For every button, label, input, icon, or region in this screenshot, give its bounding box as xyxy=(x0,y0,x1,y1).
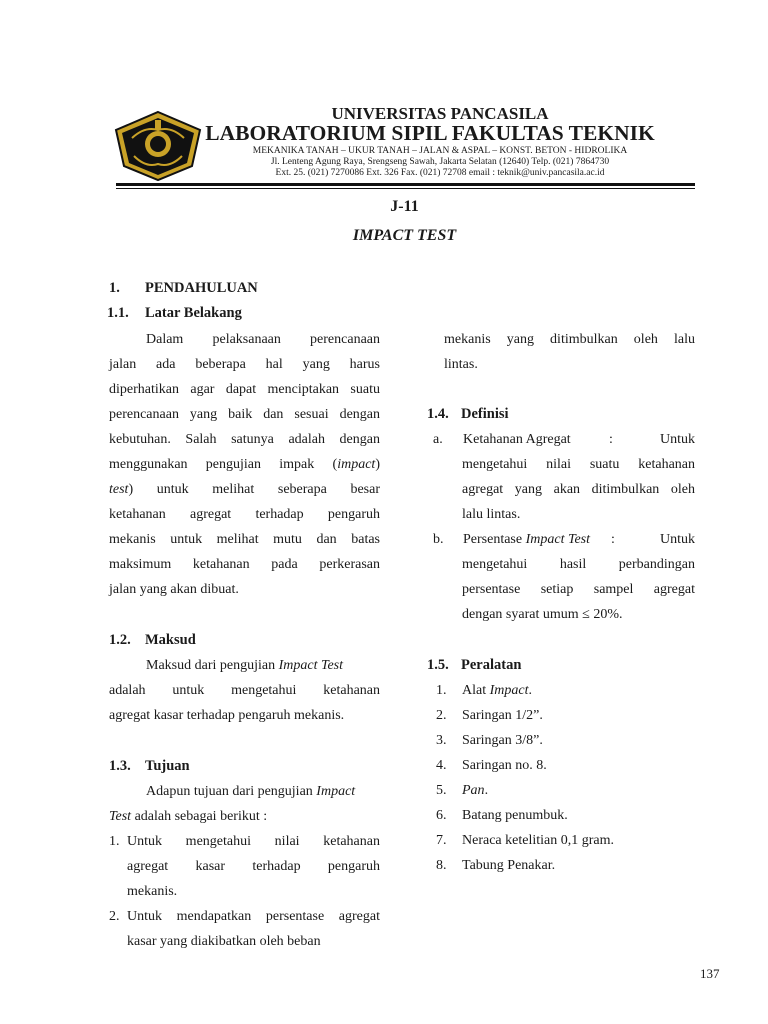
paragraph-line: ketahanan agregat terhadap pengaruh xyxy=(109,507,380,522)
university-logo xyxy=(112,110,204,182)
definitions-list xyxy=(433,427,695,627)
text-span: Batang penumbuk. xyxy=(462,808,568,823)
paragraph-line: maksimum ketahanan pada perkerasan xyxy=(109,557,380,572)
list-text xyxy=(462,753,547,778)
paragraph-line: agregat kasar terhadap pengaruh mekanis. xyxy=(109,708,345,723)
list-text xyxy=(462,703,543,728)
subsection-1-2-heading xyxy=(109,632,196,649)
text-span: Adapun tujuan dari pengujian xyxy=(146,784,317,799)
definition-word: Untuk xyxy=(660,532,695,547)
paragraph-line: jalan ada beberapa hal yang harus xyxy=(109,357,380,372)
subsection-1-1-heading xyxy=(107,305,242,322)
paragraph-line: kebutuhan. Salah satunya adalah dengan xyxy=(109,432,380,447)
text-span: . xyxy=(484,783,489,798)
subsection-title: Tujuan xyxy=(145,758,190,774)
list-item xyxy=(436,803,568,828)
subsection-number: 1.3. xyxy=(109,758,131,774)
paragraph-line xyxy=(146,653,380,678)
paragraph-line: kasar yang diakibatkan oleh beban xyxy=(127,934,321,949)
list-text: Untuk mengetahui nilai ketahanan xyxy=(127,834,380,849)
paragraph-line: perencanaan yang baik dan sesuai dengan xyxy=(109,407,380,422)
italic-term: Impact xyxy=(489,683,529,698)
paragraph-line: lalu lintas. xyxy=(462,507,521,522)
definition-item xyxy=(433,427,695,452)
list-text xyxy=(462,678,532,703)
list-item xyxy=(436,728,543,753)
italic-term: Impact xyxy=(316,784,356,799)
list-item xyxy=(436,778,489,803)
list-number: 4. xyxy=(436,758,447,773)
paragraph-line: menggunakan pengujian impak (impact) xyxy=(109,457,380,472)
subsection-1-4-heading xyxy=(427,406,509,423)
subsection-number: 1.5. xyxy=(427,657,449,673)
paragraph-line xyxy=(109,477,380,502)
paragraph-line: mekanis. xyxy=(127,884,178,899)
paragraph-line xyxy=(109,804,380,829)
list-item xyxy=(436,678,532,703)
list-text xyxy=(462,803,568,828)
paragraph-line: persentase setiap sampel agregat xyxy=(462,582,695,597)
document-code: J-11 xyxy=(390,198,419,215)
italic-term: Test xyxy=(109,809,132,824)
text-span: Saringan 3/8”. xyxy=(462,733,543,748)
paragraph-line: mekanis yang ditimbulkan oleh lalu xyxy=(444,332,695,347)
objective-continuation xyxy=(444,327,695,377)
list-text xyxy=(462,828,614,853)
paragraph-line: agregat kasar terhadap pengaruh xyxy=(127,859,380,874)
list-text xyxy=(462,778,488,803)
text-span: ) untuk melihat seberapa besar xyxy=(128,482,380,497)
italic-term: Impact Test xyxy=(525,532,591,547)
objective-item xyxy=(109,829,380,854)
paragraph-line xyxy=(146,779,380,804)
lab-address: Jl. Lenteng Agung Raya, Srengseng Sawah, Jakarta Selatan (12640) Telp. (021) 7864730 xyxy=(270,157,610,167)
section-number: 1. xyxy=(109,280,120,296)
subsection-title: Definisi xyxy=(461,406,509,422)
list-number: 2. xyxy=(436,708,447,723)
italic-term: Impact Test xyxy=(278,658,344,673)
list-number: 1. xyxy=(436,683,447,698)
list-number: 7. xyxy=(436,833,447,848)
background-paragraph xyxy=(109,327,380,602)
paragraph-line: Dalam pelaksanaan perencanaan xyxy=(146,332,380,347)
list-number: 6. xyxy=(436,808,447,823)
text-span: Alat xyxy=(462,683,490,698)
list-item xyxy=(436,853,556,878)
paragraph-line: diperhatikan agar dapat menciptakan suatu xyxy=(109,382,380,397)
list-text xyxy=(462,728,543,753)
laboratory-name: LABORATORIUM SIPIL FAKULTAS TEKNIK xyxy=(205,121,655,145)
paragraph-line: jalan yang akan dibuat. xyxy=(109,582,239,597)
text-span: Tabung Penakar. xyxy=(462,858,556,873)
objective-item xyxy=(109,904,380,929)
subsection-title: Latar Belakang xyxy=(145,305,242,321)
definition-term: Ketahanan Agregat xyxy=(463,432,571,447)
text-span: Neraca ketelitian 0,1 gram. xyxy=(462,833,614,848)
objectives-paragraph xyxy=(109,779,380,954)
text-span: menggunakan pengujian impak ( xyxy=(109,457,338,472)
list-number: 5. xyxy=(436,783,447,798)
definition-colon: : xyxy=(611,532,615,547)
subsection-number: 1.2. xyxy=(109,632,131,648)
paragraph-line: mekanis untuk melihat mutu dan batas xyxy=(109,532,380,547)
paragraph-line: adalah untuk mengetahui ketahanan xyxy=(109,683,380,698)
list-item xyxy=(436,703,543,728)
text-span: Saringan 1/2”. xyxy=(462,708,543,723)
text-span: . xyxy=(528,683,532,698)
text-span: adalah sebagai berikut : xyxy=(131,809,268,824)
list-number: 8. xyxy=(436,858,447,873)
list-letter: b. xyxy=(433,532,444,547)
page-number: 137 xyxy=(700,966,720,981)
paragraph-line: mengetahui nilai suatu ketahanan xyxy=(462,457,695,472)
section-title: PENDAHULUAN xyxy=(145,280,258,296)
italic-term: Pan xyxy=(462,783,485,798)
subsection-title: Peralatan xyxy=(461,657,522,673)
header-rule-thick xyxy=(116,183,695,186)
list-number: 1. xyxy=(109,834,120,849)
subsection-number: 1.1. xyxy=(107,305,129,321)
italic-term: impact xyxy=(337,457,376,472)
definition-item xyxy=(433,527,695,552)
list-item xyxy=(436,828,614,853)
subsection-1-3-heading xyxy=(109,758,190,775)
list-text xyxy=(462,853,555,878)
lab-contact: Ext. 25. (021) 7270086 Ext. 326 Fax. (021) 72708 email : teknik@univ.pancasila.ac.id xyxy=(275,168,605,178)
list-text: Untuk mendapatkan persentase agregat xyxy=(127,909,380,924)
subsection-title: Maksud xyxy=(145,632,196,648)
equipment-list xyxy=(436,678,614,878)
header-rule-thin xyxy=(116,188,695,189)
list-number: 2. xyxy=(109,909,120,924)
definition-colon: : xyxy=(609,432,613,447)
section-1-heading xyxy=(109,280,258,297)
paragraph-line: agregat yang akan ditimbulkan oleh xyxy=(462,482,695,497)
paragraph-line: dengan syarat umum ≤ 20%. xyxy=(462,607,623,622)
definition-term xyxy=(463,527,590,552)
subsection-1-5-heading xyxy=(427,657,522,674)
lab-subjects: MEKANIKA TANAH – UKUR TANAH – JALAN & ASPAL – KONST. BETON - HIDROLIKA xyxy=(252,146,628,156)
list-letter: a. xyxy=(433,432,443,447)
text-span: Persentase xyxy=(463,532,526,547)
list-number: 3. xyxy=(436,733,447,748)
paragraph-line: mengetahui hasil perbandingan xyxy=(462,557,695,572)
paragraph-line: lintas. xyxy=(444,357,478,372)
list-item xyxy=(436,753,547,778)
text-span: Saringan no. 8. xyxy=(462,758,547,773)
document-title: IMPACT TEST xyxy=(352,227,457,244)
university-name: UNIVERSITAS PANCASILA xyxy=(331,104,549,123)
purpose-paragraph xyxy=(109,653,380,728)
text-span: Maksud dari pengujian xyxy=(146,658,279,673)
italic-term: test xyxy=(109,482,129,497)
definition-word: Untuk xyxy=(660,432,695,447)
subsection-number: 1.4. xyxy=(427,406,449,422)
